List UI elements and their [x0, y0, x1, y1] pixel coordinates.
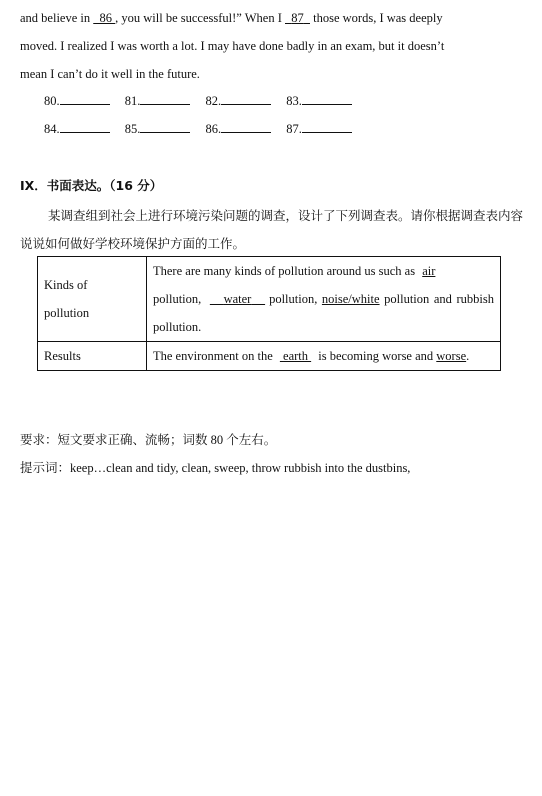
passage-text: , you will be successful!” When I: [115, 11, 285, 25]
answer-slot-82[interactable]: 82.: [206, 93, 272, 109]
answer-slot-83[interactable]: 83.: [286, 93, 352, 109]
hint-text: 提示词：keep…clean and tidy, clean, sweep, throw rubbish into the dustbins,: [20, 461, 411, 475]
answer-row-2: [44, 121, 364, 141]
passage-text: and believe in: [20, 11, 94, 25]
answer-slot-84[interactable]: 84.: [44, 121, 110, 137]
table-row: [38, 257, 501, 342]
answer-slot-80[interactable]: 80.: [44, 93, 110, 109]
row-content-results: The environment on the earth is becoming worse and worse.: [147, 342, 501, 371]
answer-slot-86[interactable]: 86.: [206, 121, 272, 137]
requirements-text: 要求：短文要求正确、流畅；词数 80 个左右。: [20, 433, 277, 447]
answer-slot-81[interactable]: 81.: [125, 93, 191, 109]
passage-line-1: [20, 4, 525, 33]
fill-air: air: [422, 264, 436, 278]
row-content-kinds: There are many kinds of pollution around us such as air pollution, water pollution, noise/white pollution and rubbish pollution.: [147, 257, 501, 342]
answer-row-1: [44, 93, 364, 113]
passage-text: those words, I was deeply: [310, 11, 443, 25]
section-intro: 某调查组到社会上进行环境污染问题的调查，设计了下列调查表。请你根据调查表内容说说如何做好学校环境保护方面的工作。: [20, 209, 524, 251]
passage-line-2: moved. I realized I was worth a lot. I may have done badly in an exam, but it doesn’t: [20, 39, 445, 53]
fill-worse: worse: [436, 349, 467, 363]
fill-noise: noise/white: [321, 292, 380, 306]
row-label-results: Results: [38, 342, 147, 371]
blank-87: 87: [291, 11, 304, 25]
blank-86: 86: [99, 11, 112, 25]
fill-water: water: [223, 292, 252, 306]
passage-line-3: mean I can’t do it well in the future.: [20, 67, 200, 81]
row-label-kinds: Kinds of pollution: [38, 257, 147, 342]
section-heading: ⅠX．书面表达。（16 分）: [20, 178, 163, 193]
answer-slot-85[interactable]: 85.: [125, 121, 191, 137]
survey-table: [37, 256, 501, 371]
table-row: [38, 342, 501, 371]
answer-slot-87[interactable]: 87.: [286, 121, 352, 137]
fill-earth: earth: [283, 349, 308, 363]
